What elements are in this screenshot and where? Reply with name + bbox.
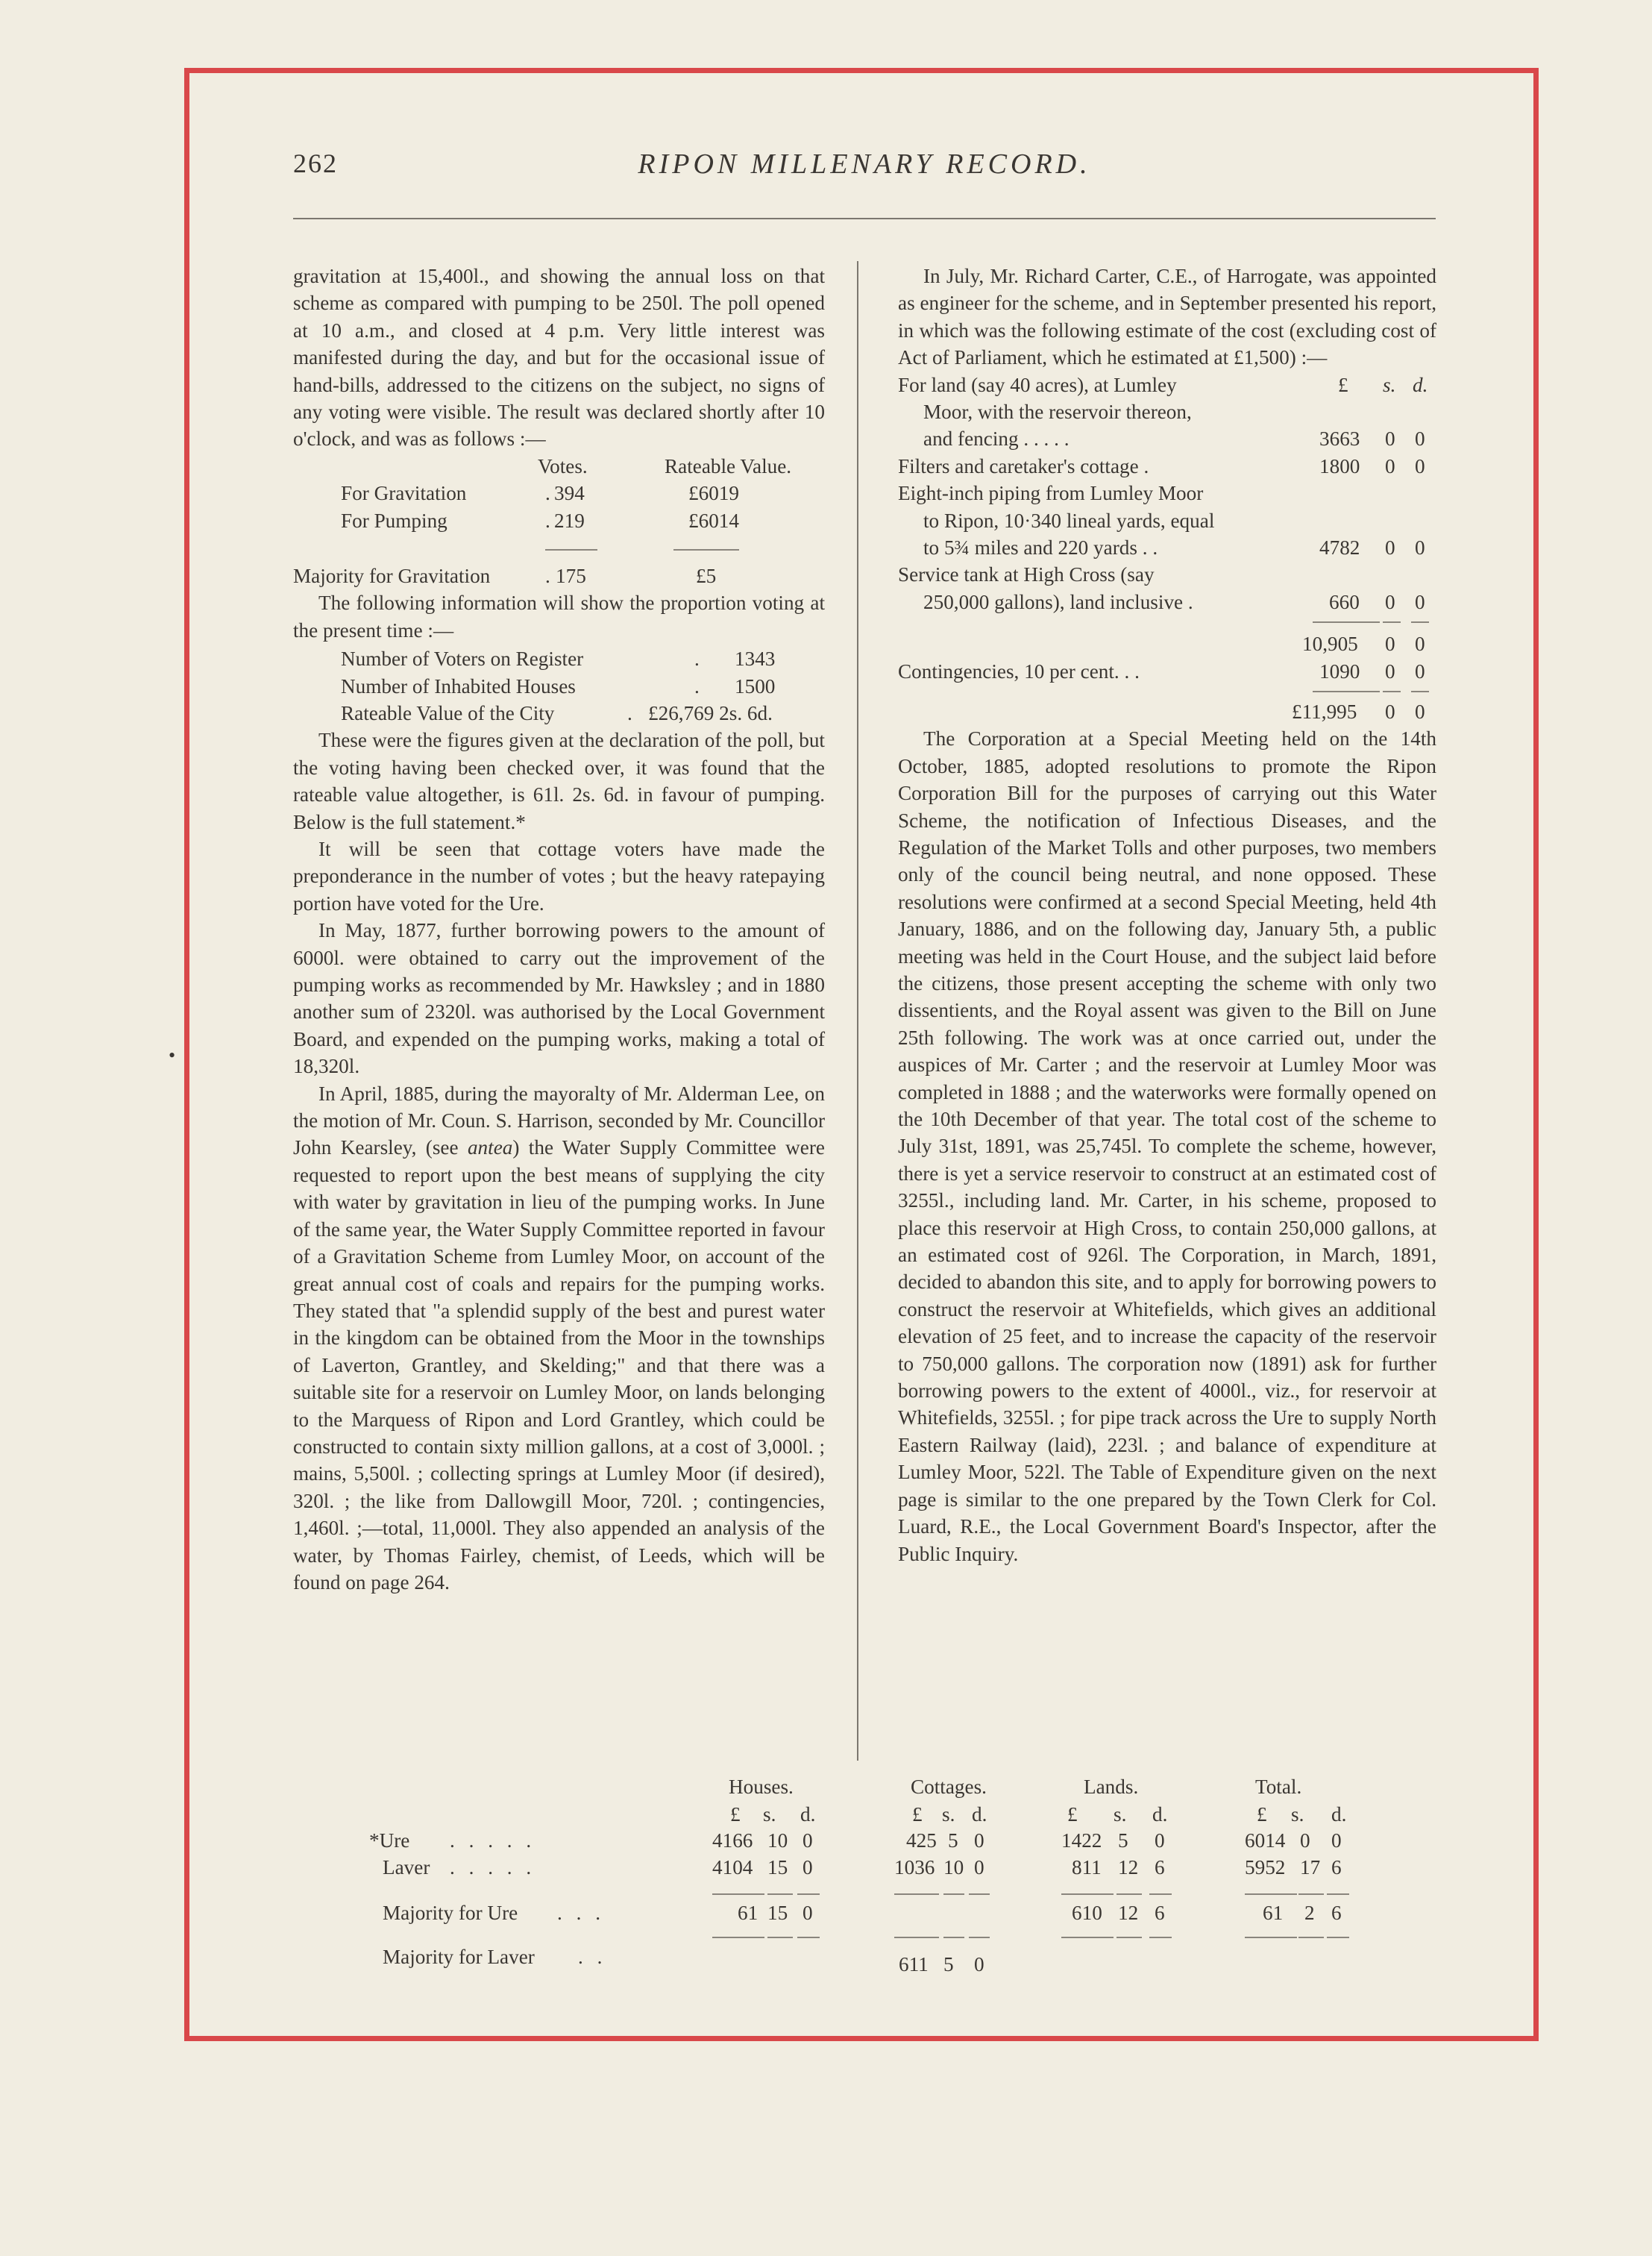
sum-rule (894, 1937, 939, 1938)
rateable-value: £6019 (688, 482, 739, 505)
unit-shillings: s. (1114, 1803, 1127, 1826)
houses-pounds: 4104 (712, 1856, 753, 1879)
cost-pence: 0 (1415, 427, 1425, 451)
sum-rule (1061, 1893, 1114, 1895)
houses-shillings: 10 (767, 1829, 788, 1852)
ward-comparison-table (293, 1776, 1436, 1999)
houses-shillings: 15 (767, 1856, 788, 1879)
total-pounds: 5952 (1245, 1856, 1286, 1879)
sum-rule (1298, 1937, 1324, 1938)
cottages-shillings: 5 (948, 1829, 958, 1852)
cottages-pence: 0 (974, 1953, 984, 1975)
cottages-pounds: 425 (906, 1829, 937, 1852)
vote-count: 219 (554, 509, 585, 532)
info-value: 1343 (735, 648, 776, 671)
running-title: RIPON MILLENARY RECORD. (638, 148, 1091, 180)
paragraph (293, 1080, 825, 1597)
left-column (293, 263, 825, 1596)
total-pence: 0 (1415, 700, 1425, 723)
rateable-value-header: Rateable Value. (665, 454, 792, 477)
leader-dot: . (694, 674, 700, 698)
majority-laver-label: Majority for Laver (383, 1946, 535, 1968)
cottages-header: Cottages. (911, 1776, 987, 1798)
sum-rule (1313, 621, 1380, 623)
unit-shillings: s. (942, 1803, 955, 1826)
unit-shillings: s. (763, 1803, 776, 1826)
pence-header: d. (1413, 373, 1428, 396)
text-run: In April, 1885, during the mayoralty of Mr. Alderman Lee, on the motion of Mr. Coun. S. Harrison, seconded by Mr. Councillor John Kearsley, (see (293, 1082, 825, 1159)
cost-shillings: 0 (1385, 454, 1395, 477)
sum-rule (1313, 691, 1380, 692)
subtotal-shillings: 0 (1385, 633, 1395, 656)
houses-shillings: 15 (767, 1902, 788, 1924)
sum-rule (969, 1893, 990, 1895)
info-value: £26,769 2s. 6d. (648, 702, 773, 724)
contingencies-pounds: 1090 (1319, 659, 1360, 683)
houses-pounds: 4166 (712, 1829, 753, 1852)
right-column (898, 263, 1436, 1567)
unit-pounds: £ (1257, 1803, 1267, 1826)
houses-pounds: 61 (738, 1902, 759, 1924)
cost-shillings: 0 (1385, 590, 1395, 613)
vote-row-label: For Gravitation (341, 482, 467, 505)
leader-dot: . (545, 482, 550, 505)
leader-dot: . (545, 509, 550, 532)
houses-pence: 0 (803, 1856, 813, 1879)
cost-item-text: Filters and caretaker's cottage . (898, 454, 1149, 477)
total-pounds: £11,995 (1292, 700, 1357, 723)
majority-label: Majority for Gravitation (293, 565, 491, 588)
contingencies-shillings: 0 (1385, 659, 1395, 683)
subtotal-pounds: 10,905 (1302, 633, 1358, 656)
leader-dot: . (545, 565, 550, 588)
sum-rule (1245, 1937, 1297, 1938)
leader-dots: . . . . . (450, 1856, 536, 1879)
unit-shillings: s. (1291, 1803, 1304, 1826)
unit-pounds: £ (1067, 1803, 1078, 1826)
lands-shillings: 12 (1118, 1902, 1139, 1924)
sum-rule (1149, 1937, 1172, 1938)
total-pence: 6 (1331, 1856, 1342, 1879)
cottages-pounds: 1036 (894, 1856, 935, 1879)
paragraph: These were the figures given at the declaration of the poll, but the voting having been checked over, it was found that the rateable value altogether, is 61l. 2s. 6d. in favour of pumping. Below is the full statement.* (293, 729, 825, 833)
cost-pounds: 3663 (1319, 427, 1360, 451)
lands-shillings: 12 (1118, 1856, 1139, 1879)
sum-rule (797, 1893, 820, 1895)
row-label-ure: *Ure (369, 1829, 410, 1852)
paragraph: In July, Mr. Richard Carter, C.E., of Harrogate, was appointed as engineer for the scheme, and in September presented his report, in which was the following estimate of the cost (excluding cost of Act of Parliament, which he estimated at £1,500) :— (898, 265, 1436, 369)
sum-rule (767, 1893, 793, 1895)
sum-rule (969, 1937, 990, 1938)
total-header: Total. (1255, 1776, 1302, 1798)
cost-item-text: Moor, with the reservoir thereon, (923, 401, 1192, 424)
sum-rule (1061, 1937, 1114, 1938)
unit-pence: d. (1331, 1803, 1347, 1826)
contingencies-label: Contingencies, 10 per cent. . . (898, 659, 1140, 683)
sum-rule (1245, 1893, 1297, 1895)
paragraph: In May, 1877, further borrowing powers to the amount of 6000l. were obtained to carry out the improvement of the pumping works as recommended by Mr. Hawksley ; and in 1880 another sum of 2320l. was authorised by the Local Government Board, and expended on the pumping works, making a total of 18,320l. (293, 919, 825, 1078)
info-value: 1500 (735, 674, 776, 698)
sum-rule (1149, 1893, 1172, 1895)
leader-dot: . (694, 648, 700, 671)
sum-rule (1411, 621, 1429, 623)
cottages-pence: 0 (974, 1829, 984, 1852)
votes-header: Votes. (538, 454, 588, 477)
cost-item-text: For land (say 40 acres), at Lumley (898, 373, 1177, 396)
paragraph: gravitation at 15,400l., and showing the annual loss on that scheme as compared with pumping to be 250l. The poll opened at 10 a.m., and closed at 4 p.m. Very little interest was manifested during the day, and but for the occasional issue of hand-bills, addressed to the citizens on the subject, no signs of any voting were visible. The result was declared shortly after 10 o'clock, and was as follows :— (293, 265, 825, 451)
sum-rule (712, 1893, 764, 1895)
vote-table (293, 453, 825, 590)
vote-count: 394 (554, 482, 585, 505)
leader-dots: . . . . . (450, 1829, 536, 1852)
total-pence: 6 (1331, 1902, 1342, 1924)
lands-pence: 0 (1155, 1829, 1165, 1852)
leader-dots: . . . (557, 1902, 605, 1924)
paragraph: It will be seen that cottage voters have made the preponderance in the number of votes ; but the heavy ratepaying portion have voted for the Ure. (293, 838, 825, 915)
cottages-shillings: 10 (943, 1856, 964, 1879)
vote-row-label: For Pumping (341, 509, 447, 532)
unit-pounds: £ (730, 1803, 741, 1826)
majority-value: £5 (696, 565, 717, 588)
cost-item-text: Service tank at High Cross (say (898, 563, 1155, 586)
cost-estimate-table (898, 372, 1436, 726)
leader-dot: . (627, 702, 632, 724)
sum-rule (673, 549, 739, 551)
info-label: Rateable Value of the City (341, 702, 555, 724)
sum-rule (894, 1893, 939, 1895)
lands-pence: 6 (1155, 1856, 1165, 1879)
cost-item-text: to 5¾ miles and 220 yards . . (923, 536, 1158, 559)
voter-info-table (293, 645, 825, 727)
cost-shillings: 0 (1385, 536, 1395, 559)
lands-pence: 6 (1155, 1902, 1165, 1924)
cost-pounds: 660 (1329, 590, 1360, 613)
cost-item-text: and fencing . . . . . (923, 427, 1070, 451)
cost-pence: 0 (1415, 454, 1425, 477)
header-rule (293, 218, 1436, 219)
sum-rule (1327, 1893, 1349, 1895)
lands-shillings: 5 (1118, 1829, 1128, 1852)
total-shillings: 2 (1304, 1902, 1315, 1924)
italic-text: antea (467, 1136, 513, 1159)
total-pounds: 6014 (1245, 1829, 1286, 1852)
sum-rule (1383, 621, 1401, 623)
sum-rule (712, 1937, 764, 1938)
houses-pence: 0 (803, 1829, 813, 1852)
sum-rule (1116, 1893, 1142, 1895)
unit-pounds: £ (912, 1803, 923, 1826)
cottages-pounds: 611 (899, 1953, 929, 1975)
leader-dots: . . (578, 1946, 607, 1968)
sum-rule (943, 1937, 964, 1938)
houses-pence: 0 (803, 1902, 813, 1924)
info-label: Number of Inhabited Houses (341, 674, 576, 698)
houses-header: Houses. (729, 1776, 794, 1798)
cost-item-text: Eight-inch piping from Lumley Moor (898, 482, 1204, 505)
majority-ure-label: Majority for Ure (383, 1902, 518, 1924)
page-header (293, 148, 1436, 185)
cost-item-text: 250,000 gallons), land inclusive . (923, 590, 1193, 613)
sum-rule (767, 1937, 793, 1938)
subtotal-pence: 0 (1415, 633, 1425, 656)
cost-pence: 0 (1415, 590, 1425, 613)
unit-pence: d. (800, 1803, 816, 1826)
pounds-header: £ (1338, 373, 1348, 396)
sum-rule (1383, 691, 1401, 692)
unit-pence: d. (972, 1803, 987, 1826)
total-shillings: 0 (1385, 700, 1395, 723)
margin-mark: • (169, 1044, 176, 1066)
shillings-header: s. (1383, 373, 1396, 396)
info-label: Number of Voters on Register (341, 648, 584, 671)
total-shillings: 0 (1300, 1829, 1310, 1852)
cost-pounds: 1800 (1319, 454, 1360, 477)
cost-pounds: 4782 (1319, 536, 1360, 559)
total-pounds: 61 (1263, 1902, 1284, 1924)
text-run: ) the Water Supply Committee were requested to report upon the best means of supplying the city with water by gravitation in lieu of the pumping works. In June of the same year, the Water Supply Committee reported in favour of a Gravitation Scheme from Lumley Moor, on account of the great annual cost of coals and repairs for the pumping works. They stated that "a splendid supply of the best and purest water in the kingdom can be obtained from the Moor in the townships of Laverton, Grantley, and Skelding;" and that there was a suitable site for a reservoir on Lumley Moor, on lands belonging to the Marquess of Ripon and Lord Grantley, which could be constructed to contain sixty million gallons, at a cost of 3,000l. ; mains, 5,500l. ; collecting springs at Lumley Moor (if desired), 320l. ; the like from Dallowgill Moor, 720l. ; contingencies, 1,460l. ;—total, 11,000l. They also appended an analysis of the water, by Thomas Fairley, chemist, of Leeds, which will be found on page 264. (293, 1136, 825, 1594)
cost-shillings: 0 (1385, 427, 1395, 451)
cost-pence: 0 (1415, 536, 1425, 559)
sum-rule (1411, 691, 1429, 692)
sum-rule (943, 1893, 964, 1895)
contingencies-pence: 0 (1415, 659, 1425, 683)
majority-votes: 175 (556, 565, 586, 588)
cottages-shillings: 5 (943, 1953, 954, 1975)
sum-rule (1116, 1937, 1142, 1938)
paragraph: The following information will show the proportion voting at the present time :— (293, 592, 825, 642)
rateable-value: £6014 (688, 509, 739, 532)
column-divider (857, 261, 858, 1761)
row-label-laver: Laver (383, 1856, 430, 1879)
lands-pounds: 811 (1072, 1856, 1102, 1879)
sum-rule (545, 549, 597, 551)
lands-pounds: 1422 (1061, 1829, 1102, 1852)
cost-item-text: to Ripon, 10·340 lineal yards, equal (923, 509, 1215, 532)
paragraph: The Corporation at a Special Meeting held on the 14th October, 1885, adopted resolutions to promote the Ripon Corporation Bill for the purposes of carrying out this Water Scheme, the notification of Infectious Diseases, and the Regulation of the Market Tolls and other purposes, two members only of the council being neutral, and none opposed. These resolutions were confirmed at a second Special Meeting, held 4th January, 1886, and on the following day, January 5th, a public meeting was held in the Court House, and the subject laid before the citizens, those present accepting the scheme with only two dissentients, and the Royal assent was given to the Bill on June 25th following. The work was at once carried out, under the auspices of Mr. Carter ; and the reservoir at Lumley Moor was completed in 1888 ; and the waterworks were formally opened on the 10th December of that year. The total cost of the scheme to July 31st, 1891, was 25,745l. To complete the scheme, however, there is yet a service reservoir to construct at an estimated cost of 3255l., including land. Mr. Carter, in his scheme, proposed to place this reservoir at High Cross, to contain 250,000 gallons, at an estimated cost of 926l. The Corporation, in March, 1891, decided to abandon this site, and to apply for borrowing powers to construct the reservoir at Whitefields, which gives an additional elevation of 25 feet, and to increase the capacity of the reservoir to 750,000 gallons. The corporation now (1891) ask for further borrowing powers to the extent of 4000l., viz., for reservoir at Whitefields, 3255l. ; for pipe track across the Ure to supply North Eastern Railway (laid), 223l. ; and balance of expenditure at Lumley Moor, 522l. The Table of Expenditure given on the next page is similar to the one prepared by the Town Clerk for Col. Luard, R.E., the Local Government Board's Inspector, after the Public Inquiry. (898, 727, 1436, 1565)
page-number: 262 (293, 148, 338, 178)
unit-pence: d. (1152, 1803, 1168, 1826)
total-shillings: 17 (1300, 1856, 1321, 1879)
sum-rule (1298, 1893, 1324, 1895)
sum-rule (1327, 1937, 1349, 1938)
sum-rule (797, 1937, 820, 1938)
cottages-pence: 0 (974, 1856, 984, 1879)
total-pence: 0 (1331, 1829, 1342, 1852)
lands-header: Lands. (1084, 1776, 1139, 1798)
lands-pounds: 610 (1072, 1902, 1102, 1924)
